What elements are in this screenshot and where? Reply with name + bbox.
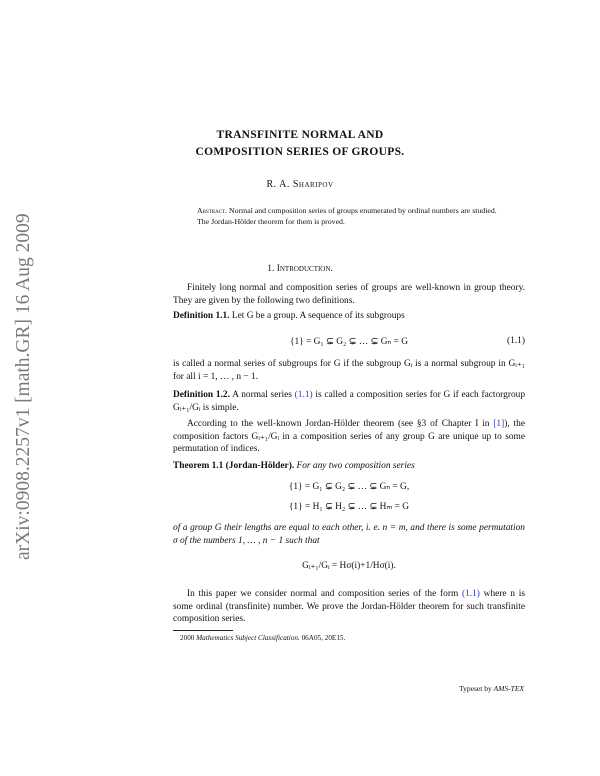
abstract (197, 205, 503, 227)
title-line-2: COMPOSITION SERIES OF GROUPS. (195, 146, 405, 158)
equation-series-h: {1} = H₁ ⊊ H₂ ⊊ … ⊊ Hₘ = G (288, 502, 410, 512)
theorem-1-1 (173, 460, 525, 473)
equation-reference-2[interactable]: (1.1) (461, 589, 480, 599)
equation-factors: Gᵢ₊₁/Gᵢ = Hσ(i)+1/Hσ(i). (302, 561, 396, 571)
paper-title (0, 127, 600, 161)
closing-text-b: where n is some ordinal (transfinite) number. We prove the Jordan-Hölder theorem for such transfinite composition series. (173, 589, 525, 624)
arxiv-identifier: arXiv:0908.2257v1 [math.GR] 16 Aug 2009 (13, 213, 34, 560)
footnote-codes: 06A05, 20E15. (299, 634, 346, 642)
equation-series-g: {1} = G₁ ⊊ G₂ ⊊ … ⊊ Gₙ = G, (288, 482, 410, 492)
theorem-1-1-text: For any two composition series (294, 461, 415, 471)
equation-1-1 (173, 336, 525, 347)
footnote-label: Mathematics Subject Classification. (196, 634, 300, 642)
equation-reference[interactable]: (1.1) (294, 390, 313, 400)
footnote (180, 634, 525, 642)
author: R. A. Sharipov (266, 179, 334, 190)
section-title: Introduction. (276, 264, 333, 274)
definition-1-2 (173, 389, 525, 414)
intro-paragraph: Finitely long normal and composition series of groups are well-known in group theory. They are given by the following two definitions. (173, 283, 525, 306)
abstract-text: Normal and composition series of groups enumerated by ordinal numbers are studied. The Jordan-Hölder theorem for them is proved. (197, 206, 497, 226)
equation-1-1-number: (1.1) (507, 336, 525, 346)
definition-1-2-text-b: is called a composition series for G if each factorgroup Gᵢ₊₁/Gᵢ is simple. (173, 390, 526, 413)
abstract-label: Abstract. (197, 206, 228, 215)
definition-1-1-continuation: is called a normal series of subgroups for G if the subgroup Gᵢ is a normal subgroup in Gᵢ₊₁ for all i = 1, … , n − 1. (173, 359, 525, 382)
jordan-holder-text-a: According to the well-known Jordan-Hölder theorem (see §3 of Chapter I in (187, 419, 494, 429)
closing-paragraph (173, 588, 525, 626)
jordan-holder-paragraph (173, 418, 525, 456)
typeset-note (459, 684, 524, 693)
title-line-1: TRANSFINITE NORMAL AND (216, 129, 384, 141)
section-number: 1. (267, 264, 275, 274)
definition-1-1-label: Definition 1.1. (173, 311, 230, 321)
equation-1-1-formula: {1} = G₁ ⊊ G₂ ⊊ … ⊊ Gₙ = G (290, 337, 408, 347)
theorem-1-1-continuation: of a group G their lengths are equal to each other, i. e. n = m, and there is some permutation σ of the numbers 1, … , n − 1 such that (173, 523, 525, 546)
definition-1-2-label: Definition 1.2. (173, 390, 230, 400)
ams-tex-logo: AMS-TEX (493, 684, 524, 693)
section-heading (0, 264, 600, 274)
jordan-holder-text-b: ), the composition factors Gᵢ₊₁/Gᵢ in a composition series of any group G are unique up to some permutation of indices. (173, 419, 525, 454)
citation-link[interactable]: [1] (493, 419, 505, 429)
theorem-1-1-label: Theorem 1.1 (Jordan-Hölder). (173, 461, 295, 471)
definition-1-1 (173, 310, 525, 323)
footnote-year: 2000 (180, 634, 197, 642)
closing-text-a: In this paper we consider normal and composition series of the form (187, 589, 462, 599)
definition-1-1-text: Let G be a group. A sequence of its subgroups (229, 311, 405, 321)
typeset-label: Typeset by (459, 684, 494, 693)
definition-1-2-text-a: A normal series (229, 390, 295, 400)
footnote-rule (173, 630, 233, 631)
